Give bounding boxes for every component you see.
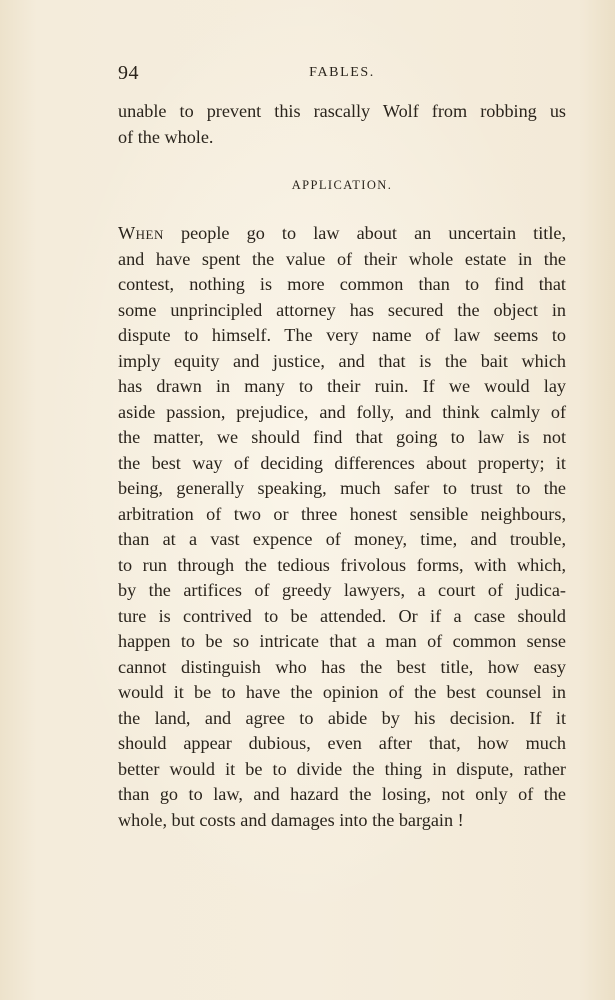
- text-line: and have spent the value of their whole estate in the: [118, 248, 566, 269]
- text-line: cannot distinguish who has the best title, how easy: [118, 656, 566, 677]
- text-line: than at a vast expence of money, time, and trouble,: [118, 529, 566, 549]
- text-line: than go to law, and hazard the losing, not only of the: [118, 784, 566, 804]
- text-line: of the whole.: [118, 126, 214, 147]
- section-heading: APPLICATION.: [291, 178, 393, 192]
- running-head: [118, 62, 566, 86]
- text-line: aside passion, prejudice, and folly, and think calmly of: [118, 401, 566, 422]
- text-line: has drawn in many to their ruin. If we would lay: [118, 376, 566, 396]
- running-title: FABLES.: [309, 65, 375, 80]
- text-line: contest, nothing is more common than to find that: [118, 274, 566, 294]
- text-line: ture is contrived to be attended. Or if a case should: [118, 605, 566, 626]
- text-line: dispute to himself. The very name of law seems to: [118, 325, 566, 345]
- text-line: being, generally speaking, much safer to trust to the: [118, 478, 566, 498]
- text-line: the matter, we should find that going to law is not: [118, 427, 566, 447]
- text-line: arbitration of two or three honest sensible neighbours,: [118, 503, 566, 524]
- text-line: the land, and agree to abide by his decision. If it: [118, 707, 566, 728]
- text-line-first: [118, 221, 566, 247]
- text-line: by the artifices of greedy lawyers, a court of judica-: [118, 580, 566, 600]
- first-line-rest: people go to law about an uncertain title,: [163, 223, 566, 243]
- text-line: imply equity and justice, and that is the bait which: [118, 350, 566, 371]
- page-number: 94: [118, 62, 139, 84]
- fable-continuation: [118, 99, 566, 150]
- text-line: happen to be so intricate that a man of common sense: [118, 631, 566, 651]
- text-line: some unprincipled attorney has secured the object in: [118, 299, 566, 320]
- text-line: whole, but costs and damages into the bargain !: [118, 809, 464, 830]
- application-paragraph: [118, 221, 566, 833]
- text-line: unable to prevent this rascally Wolf from robbing us: [118, 101, 566, 121]
- text-line: better would it be to divide the thing in dispute, rather: [118, 758, 566, 779]
- drop-word: When: [118, 223, 164, 243]
- text-line: the best way of deciding differences about property; it: [118, 452, 566, 473]
- text-line: should appear dubious, even after that, how much: [118, 733, 566, 753]
- text-line: would it be to have the opinion of the best counsel in: [118, 682, 566, 702]
- text-line: to run through the tedious frivolous forms, with which,: [118, 554, 566, 575]
